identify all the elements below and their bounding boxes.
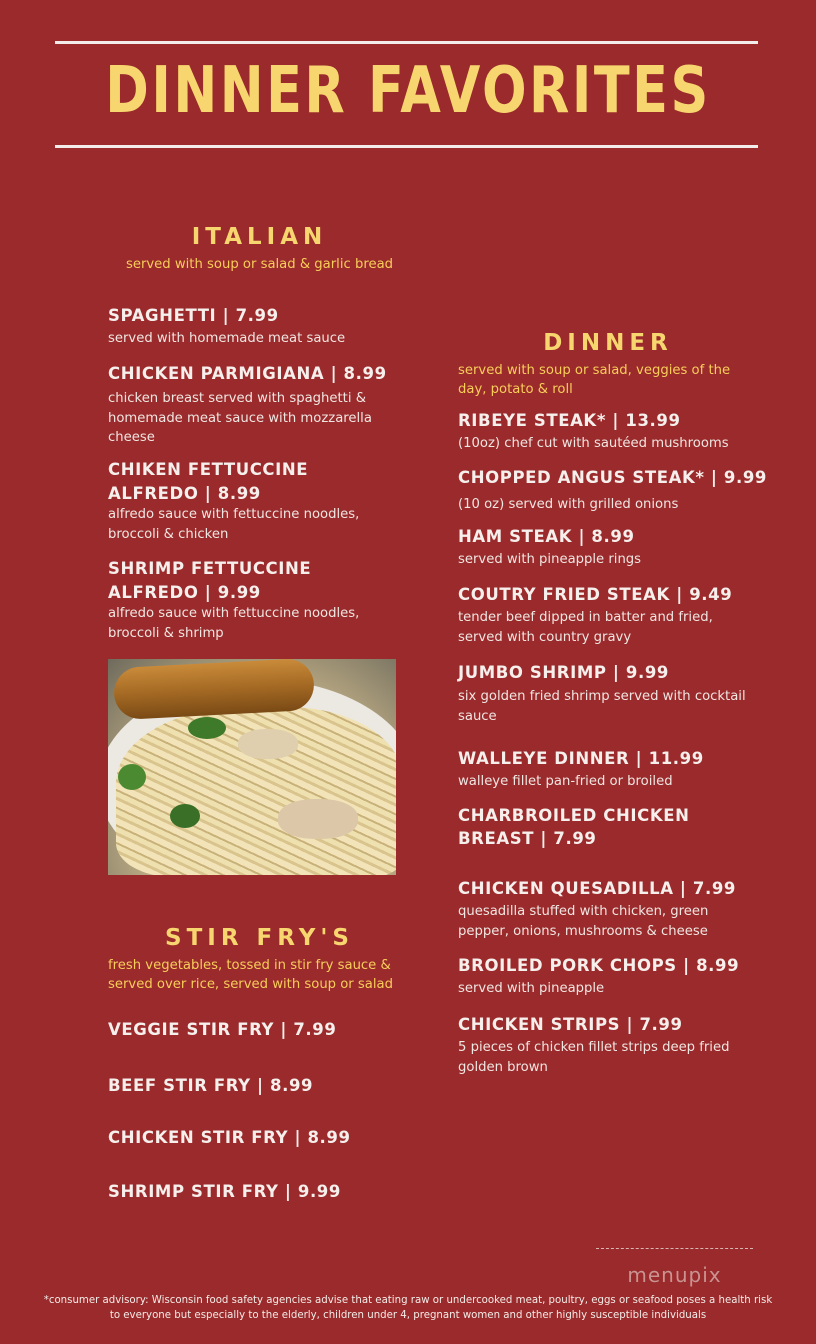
- stirfry-subtitle: fresh vegetables, tossed in stir fry sauce & served over rice, served with soup or salad: [108, 958, 393, 992]
- menu-item-desc: alfredo sauce with fettuccine noodles, broccoli & chicken: [108, 507, 360, 542]
- menu-item-walleye-dinner: WALLEYE DINNER | 11.99: [458, 749, 704, 768]
- menu-item-jumbo-shrimp: JUMBO SHRIMP | 9.99: [458, 663, 669, 682]
- menu-item-beef-stir-fry: BEEF STIR FRY | 8.99: [108, 1076, 314, 1095]
- menu-item-desc: 5 pieces of chicken fillet strips deep fried golden brown: [458, 1040, 730, 1075]
- menu-item-desc: alfredo sauce with fettuccine noodles, broccoli & shrimp: [108, 606, 360, 641]
- menu-item-chicken-parmigiana: CHICKEN PARMIGIANA | 8.99: [108, 364, 387, 383]
- menu-item-desc: (10 oz) served with grilled onions: [458, 497, 679, 512]
- top-divider: [55, 41, 758, 44]
- menu-item-charbroiled-chicken-price: BREAST | 7.99: [458, 829, 597, 848]
- menu-item-shrimp-fettuccine: SHRIMP FETTUCCINE: [108, 559, 312, 578]
- menu-item-desc: tender beef dipped in batter and fried, served with country gravy: [458, 610, 713, 645]
- menu-item-shrimp-fettuccine-price: ALFREDO | 9.99: [108, 583, 261, 602]
- menu-item-chicken-fettuccine: CHIKEN FETTUCCINE: [108, 460, 309, 479]
- advisory-line: *consumer advisory: Wisconsin food safety agencies advise that eating raw or undercooked meat, poultry, eggs or seafood poses a health risk: [43, 1295, 773, 1306]
- menu-item-desc: served with homemade meat sauce: [108, 331, 346, 346]
- watermark-logo: menupix: [596, 1248, 753, 1289]
- menu-item-country-fried-steak: COUTRY FRIED STEAK | 9.49: [458, 585, 733, 604]
- menu-item-desc: chicken breast served with spaghetti & homemade meat sauce with mozzarella cheese: [108, 391, 372, 445]
- menu-item-desc: quesadilla stuffed with chicken, green pepper, onions, mushrooms & cheese: [458, 904, 709, 939]
- italian-heading: ITALIAN: [191, 224, 328, 250]
- menu-item-broiled-pork-chops: BROILED PORK CHOPS | 8.99: [458, 956, 740, 975]
- stirfry-heading: STIR FRY'S: [165, 925, 354, 951]
- menu-item-chicken-strips: CHICKEN STRIPS | 7.99: [458, 1015, 683, 1034]
- advisory-line: to everyone but especially to the elderly, children under 4, pregnant women and other highly susceptible individuals: [109, 1310, 707, 1321]
- dinner-heading: DINNER: [543, 330, 673, 356]
- menu-item-desc: served with pineapple rings: [458, 552, 642, 567]
- menu-item-chopped-angus-steak: CHOPPED ANGUS STEAK* | 9.99: [458, 468, 768, 487]
- page-title: DINNER FAVORITES: [105, 54, 711, 128]
- menu-item-ham-steak: HAM STEAK | 8.99: [458, 527, 635, 546]
- menu-item-chicken-fettuccine-price: ALFREDO | 8.99: [108, 484, 261, 503]
- menu-item-desc: walleye fillet pan-fried or broiled: [458, 774, 673, 789]
- bottom-divider: [55, 145, 758, 148]
- consumer-advisory: [0, 1293, 816, 1323]
- menu-item-chicken-quesadilla: CHICKEN QUESADILLA | 7.99: [458, 879, 736, 898]
- pasta-photo: [108, 659, 396, 875]
- dinner-subtitle: served with soup or salad, veggies of the day, potato & roll: [458, 363, 731, 397]
- menu-item-shrimp-stir-fry: SHRIMP STIR FRY | 9.99: [108, 1182, 341, 1201]
- italian-subtitle: served with soup or salad & garlic bread: [125, 257, 394, 272]
- menu-item-spaghetti: SPAGHETTI | 7.99: [108, 306, 279, 325]
- menu-item-veggie-stir-fry: VEGGIE STIR FRY | 7.99: [108, 1020, 337, 1039]
- menu-item-chicken-stir-fry: CHICKEN STIR FRY | 8.99: [108, 1128, 351, 1147]
- menu-item-desc: served with pineapple: [458, 981, 605, 996]
- menu-item-charbroiled-chicken: CHARBROILED CHICKEN: [458, 806, 690, 825]
- menu-item-desc: (10oz) chef cut with sautéed mushrooms: [458, 436, 729, 451]
- menu-item-desc: six golden fried shrimp served with cocktail sauce: [458, 689, 746, 724]
- menu-item-ribeye-steak: RIBEYE STEAK* | 13.99: [458, 411, 681, 430]
